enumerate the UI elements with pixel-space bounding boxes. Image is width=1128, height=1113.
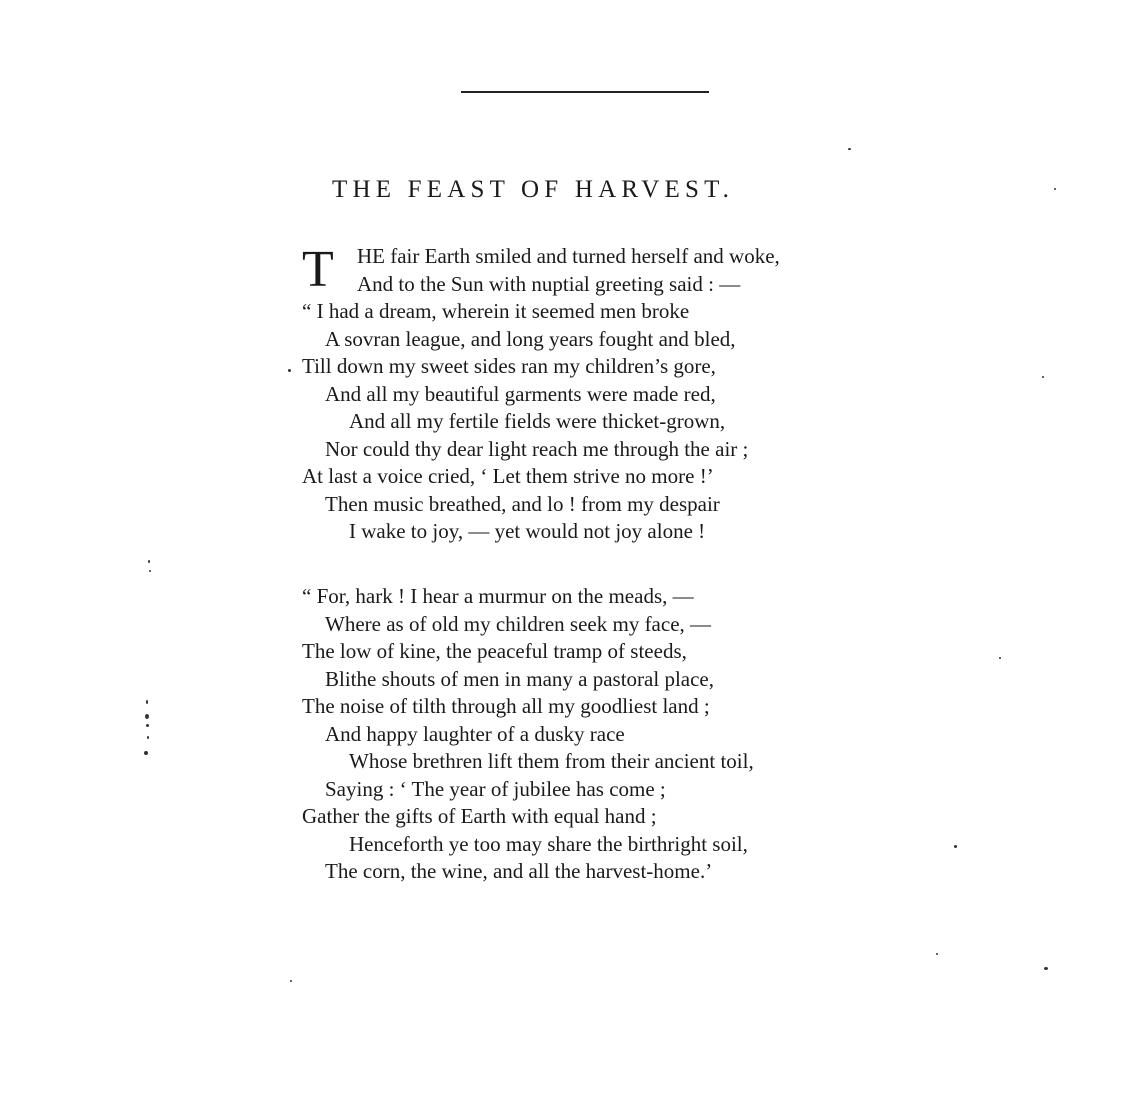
- poem-line: A sovran league, and long years fought and bled,: [325, 326, 736, 351]
- scan-speck: [954, 845, 957, 848]
- poem-line: The low of kine, the peaceful tramp of steeds,: [302, 639, 687, 663]
- poem-line: “ For, hark ! I hear a murmur on the meads, —: [302, 584, 694, 608]
- poem-line: Whose brethren lift them from their ancient toil,: [349, 749, 754, 773]
- poem-line: Then music breathed, and lo ! from my despair: [325, 491, 720, 516]
- scan-speck: [146, 724, 149, 727]
- scan-speck: [999, 657, 1001, 659]
- drop-cap: T: [302, 241, 334, 298]
- poem-line: Blithe shouts of men in many a pastoral place,: [325, 666, 714, 691]
- poem-line: Nor could thy dear light reach me through the air ;: [325, 436, 749, 461]
- poem-line: And to the Sun with nuptial greeting said : —: [357, 271, 741, 296]
- poem-line-text: HE fair Earth smiled and turned herself and woke,: [357, 244, 780, 268]
- poem-line: And happy laughter of a dusky race: [325, 721, 625, 746]
- stanza-2: [302, 583, 754, 886]
- poem-title: THE FEAST OF HARVEST.: [332, 176, 735, 203]
- poem-line: The corn, the wine, and all the harvest-home.’: [325, 859, 713, 883]
- scan-speck: [1054, 188, 1056, 190]
- poem-line: Where as of old my children seek my face, —: [325, 611, 712, 636]
- poem-line: “ I had a dream, wherein it seemed men broke: [302, 299, 690, 323]
- scan-speck: [146, 700, 148, 704]
- header-rule: [461, 91, 709, 93]
- poem-line: And all my beautiful garments were made red,: [325, 381, 716, 406]
- poem-line: I wake to joy, — yet would not joy alone !: [349, 519, 706, 543]
- poem-line: Saying : ‘ The year of jubilee has come ;: [325, 776, 666, 801]
- scan-speck: [149, 570, 151, 572]
- poem-line: And all my fertile fields were thicket-grown,: [349, 409, 726, 433]
- poem-line: Till down my sweet sides ran my children’s gore,: [302, 354, 716, 378]
- scan-speck: [147, 736, 149, 739]
- stanza-1: [302, 243, 780, 546]
- poem-line: Gather the gifts of Earth with equal hand ;: [302, 804, 657, 828]
- scan-speck: [144, 751, 148, 755]
- scan-speck: [1044, 967, 1048, 970]
- scan-speck: [936, 953, 938, 955]
- scan-speck: [290, 980, 292, 982]
- scan-speck: [1042, 376, 1044, 378]
- scan-speck: [848, 148, 851, 150]
- scan-speck: [148, 560, 150, 563]
- poem-line: Henceforth ye too may share the birthright soil,: [349, 831, 748, 856]
- scan-speck: [288, 369, 291, 372]
- scan-speck: [145, 714, 149, 719]
- poem-line: At last a voice cried, ‘ Let them strive no more !’: [302, 464, 714, 488]
- poem-line: The noise of tilth through all my goodliest land ;: [302, 694, 710, 718]
